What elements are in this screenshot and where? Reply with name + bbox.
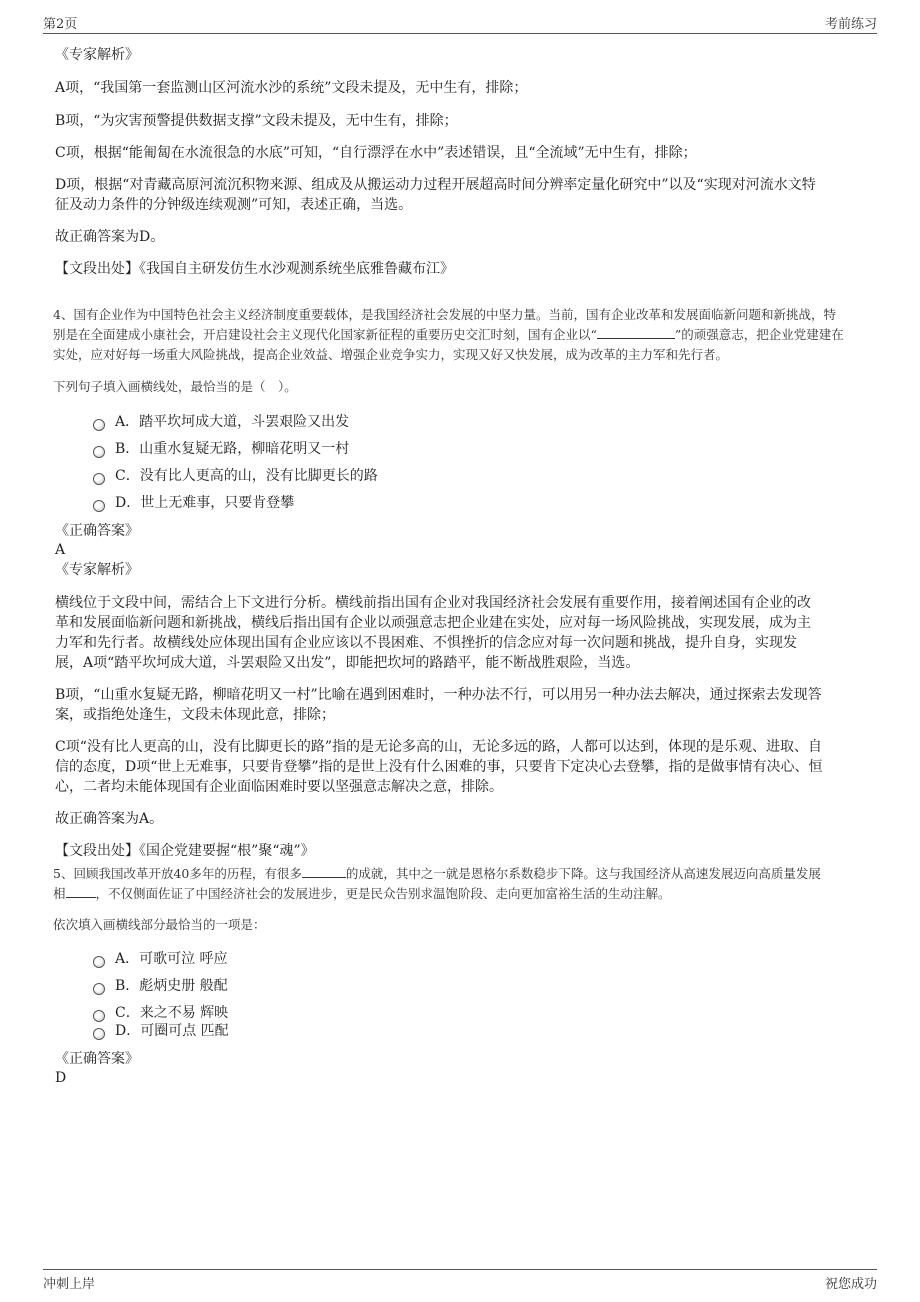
q4-source: 【文段出处】《国企党建要握“根”聚“魂”》 xyxy=(55,843,315,859)
q4-text-line3: 实处，应对好每一场重大风险挑战，提高企业效益、增强企业竞争实力，实现又好又快发展，成为改革的主力军和先行者。 xyxy=(53,347,729,362)
analysis-option-b: B项，“为灾害预警提供数据支撑”文段未提及，无中生有，排除； xyxy=(55,113,458,129)
q4-text-line1: 4、国有企业作为中国特色社会主义经济制度重要载体，是我国经济社会发展的中坚力量。当前，国有企业改革和发展面临新问题和新挑战，特 xyxy=(53,307,836,322)
q4-analysis-p2-l1: B项，“山重水复疑无路，柳暗花明又一村”比喻在遇到困难时，一种办法不行，可以用另一种办法去解决，通过探索去发现答 xyxy=(55,687,822,703)
q4-answer-title: 《正确答案》 xyxy=(55,523,139,539)
q5-text-line1: 5、回顾我国改革开放40多年的历程，有很多 的成就，其中之一就是恩格尔系数稳步下降。这与我国经济从高速发展迈向高质量发展 xyxy=(53,866,821,881)
conclusion: 故正确答案为D。 xyxy=(55,229,165,245)
q4-prompt: 下列句子填入画横线处，最恰当的是（ ）。 xyxy=(53,379,297,394)
radio-icon[interactable] xyxy=(93,419,105,431)
page-footer xyxy=(43,1269,877,1293)
q4-answer: A xyxy=(55,542,66,558)
q4-conclusion: 故正确答案为A。 xyxy=(55,811,164,827)
page-header xyxy=(43,13,877,34)
q4-option-d[interactable]: D．世上无难事，只要肯登攀 xyxy=(93,493,294,513)
q4-analysis-p1-l3: 力军和先行者。故横线处应体现出国有企业应该以不畏困难、不惧挫折的信念应对每一次问题和挑战，提升自身，实现发 xyxy=(55,635,797,651)
fill-blank xyxy=(66,897,96,898)
header-title: 考前练习 xyxy=(824,17,877,32)
radio-icon[interactable] xyxy=(93,473,105,485)
q4-analysis-p1-l4: 展，A项“踏平坎坷成大道，斗罢艰险又出发”，即能把坎坷的路踏平，能不断战胜艰险，当选。 xyxy=(55,655,640,671)
footer-left: 冲刺上岸 xyxy=(43,1277,96,1292)
q4-option-a[interactable]: A．踏平坎坷成大道，斗罢艰险又出发 xyxy=(93,412,349,432)
radio-icon[interactable] xyxy=(93,1028,105,1040)
q5-text-line2: 相 ，不仅侧面佐证了中国经济社会的发展进步，更是民众告别求温饱阶段、走向更加富裕生活的生动注解。 xyxy=(53,886,671,901)
source: 【文段出处】《我国自主研发仿生水沙观测系统坐底雅鲁藏布江》 xyxy=(55,261,454,277)
q4-analysis-p3-l1: C项“没有比人更高的山，没有比脚更长的路”指的是无论多高的山，无论多远的路，人都可以达到，体现的是乐观、进取、自 xyxy=(55,739,823,755)
q5-option-b[interactable]: B．彪炳史册 般配 xyxy=(93,976,228,996)
radio-icon[interactable] xyxy=(93,956,105,968)
analysis-option-a: A项，“我国第一套监测山区河流水沙的系统”文段未提及，无中生有，排除； xyxy=(55,80,528,96)
q5-option-d[interactable]: D．可圈可点 匹配 xyxy=(93,1021,229,1041)
q5-answer: D xyxy=(55,1070,67,1086)
q4-option-c[interactable]: C．没有比人更高的山，没有比脚更长的路 xyxy=(93,466,378,486)
q4-analysis-p1-l2: 革和发展面临新问题和新挑战，横线后指出国有企业以顽强意志把企业建在实处，应对每一场风险挑战，实现发展，成为主 xyxy=(55,615,811,631)
q4-analysis-p1-l1: 横线位于文段中间，需结合上下文进行分析。横线前指出国有企业对我国经济社会发展有重要作用，接着阐述国有企业的改 xyxy=(55,595,811,611)
analysis-option-d-line2: 征及动力条件的分钟级连续观测”可知，表述正确，当选。 xyxy=(55,197,413,213)
expert-analysis-title: 《专家解析》 xyxy=(55,47,139,63)
q5-option-a[interactable]: A．可歌可泣 呼应 xyxy=(93,949,228,969)
q4-analysis-p3-l3: 心，二者均未能体现国有企业面临困难时要以坚强意志解决之意，排除。 xyxy=(55,779,503,795)
footer-right: 祝您成功 xyxy=(824,1277,877,1292)
analysis-option-d-line1: D项，根据“对青藏高原河流沉积物来源、组成及从搬运动力过程开展超高时间分辨率定量化研究中”以及“实现对河流水文特 xyxy=(55,177,816,193)
q4-option-b[interactable]: B．山重水复疑无路，柳暗花明又一村 xyxy=(93,439,349,459)
radio-icon[interactable] xyxy=(93,983,105,995)
radio-icon[interactable] xyxy=(93,446,105,458)
q5-prompt: 依次填入画横线部分最恰当的一项是： xyxy=(53,917,266,932)
q4-expert-title: 《专家解析》 xyxy=(55,562,139,578)
fill-blank xyxy=(597,338,675,339)
page-number: 第2页 xyxy=(43,17,78,32)
q5-answer-title: 《正确答案》 xyxy=(55,1051,139,1067)
q4-analysis-p3-l2: 信的态度，D项“世上无难事，只要肯登攀”指的是世上没有什么困难的事，只要肯下定决心去登攀，指的是做事情有决心、恒 xyxy=(55,759,823,775)
fill-blank xyxy=(302,877,346,878)
q4-text-line2: 别是在全面建成小康社会，开启建设社会主义现代化国家新征程的重要历史交汇时刻，国有企业以“ ”的顽强意志，把企业党建建在 xyxy=(53,327,844,342)
q5-option-c[interactable]: C．来之不易 辉映 xyxy=(93,1003,228,1023)
q4-analysis-p2-l2: 案，或指绝处逢生，文段未体现此意，排除； xyxy=(55,707,335,723)
radio-icon[interactable] xyxy=(93,500,105,512)
analysis-option-c: C项，根据“能匍匐在水流很急的水底”可知，“自行漂浮在水中”表述错误，且“全流域”无中生有，排除； xyxy=(55,145,697,161)
